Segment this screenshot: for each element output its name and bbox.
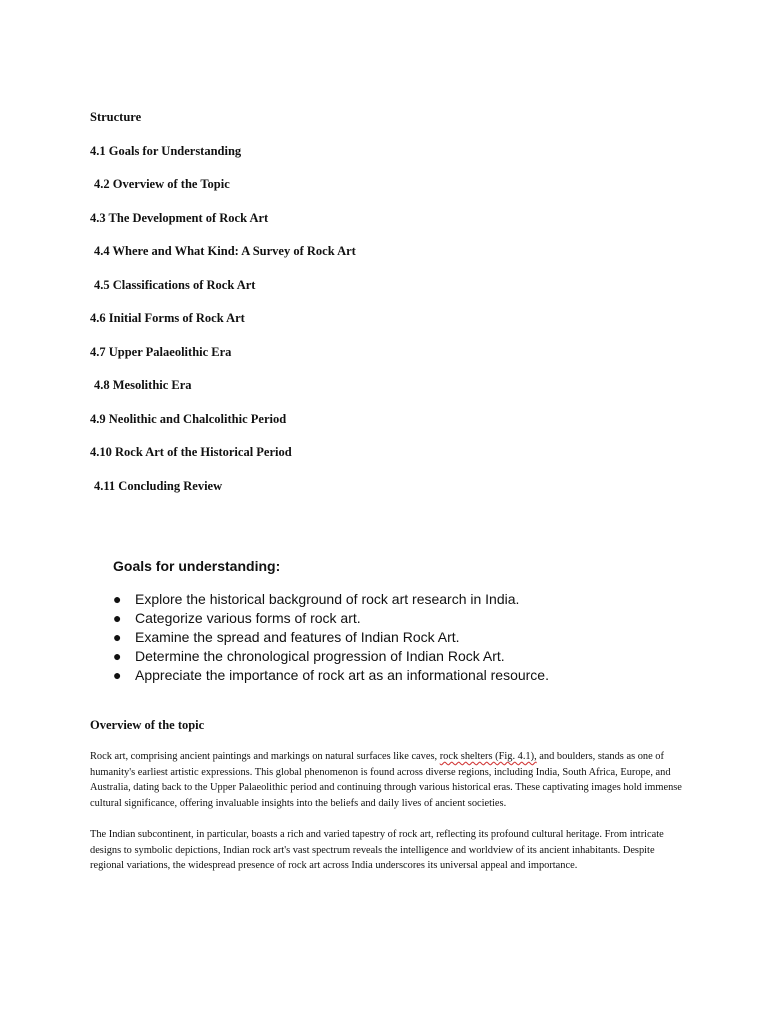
structure-heading: Structure — [90, 110, 142, 124]
overview-paragraph-1-start: Rock art, comprising ancient paintings and markings on natural surfaces like caves, — [90, 751, 440, 762]
goal-text: Appreciate the importance of rock art as an informational resource. — [135, 667, 549, 683]
structure-section — [90, 109, 690, 511]
structure-item-4-6: 4.6 Initial Forms of Rock Art — [90, 311, 245, 325]
list-item — [113, 609, 693, 628]
goal-text: Examine the spread and features of Indian Rock Art. — [135, 629, 460, 645]
goals-list — [113, 590, 693, 685]
overview-paragraph-2: The Indian subcontinent, in particular, boasts a rich and varied tapestry of rock art, reflecting its profound cultural heritage. From intricate designs to symbolic depictions, Indian rock art's vast spectrum reveals the intelligence and worldview of its ancient inhabitants. Despite regional variations, the widespread presence of rock art across India underscores its universal appeal and importance. — [90, 829, 664, 871]
goals-title: Goals for understanding: — [113, 558, 281, 574]
overview-section — [90, 717, 682, 890]
bullet-icon: ● — [113, 591, 122, 607]
goal-text: Determine the chronological progression of Indian Rock Art. — [135, 648, 505, 664]
overview-title: Overview of the topic — [90, 718, 205, 732]
list-item — [113, 590, 693, 609]
structure-item-4-7: 4.7 Upper Palaeolithic Era — [90, 344, 232, 359]
list-item — [113, 628, 693, 647]
list-item — [113, 647, 693, 666]
structure-item-4-8: 4.8 Mesolithic Era — [94, 378, 192, 392]
list-item — [113, 666, 693, 685]
overview-paragraph-1-line1-end: and boulders, stands — [536, 751, 624, 762]
bullet-icon: ● — [113, 610, 122, 626]
spellcheck-underlined-text: rock shelters (Fig. 4.1), — [439, 751, 537, 762]
structure-item-4-9: 4.9 Neolithic and Chalcolithic Period — [90, 411, 287, 426]
bullet-icon: ● — [113, 667, 122, 683]
overview-paragraph-1-rest: as one of humanity's earliest artistic expressions. This global phenomenon is found across diverse regions, including India, South Africa, Europe, and Australia, dating back to the Upper Palaeolithic period and continuing through various historical eras. These captivating images hold immense cultural significance, offering invaluable insights into the beliefs and daily lives of ancient societies. — [90, 751, 682, 809]
structure-item-4-1: 4.1 Goals for Understanding — [90, 143, 242, 158]
overview-paragraph-1 — [90, 749, 682, 811]
structure-item-4-4: 4.4 Where and What Kind: A Survey of Rock Art — [94, 244, 356, 258]
structure-item-4-10: 4.10 Rock Art of the Historical Period — [90, 445, 292, 459]
goals-section — [113, 557, 693, 685]
structure-item-4-2: 4.2 Overview of the Topic — [94, 177, 230, 191]
structure-item-4-5: 4.5 Classifications of Rock Art — [94, 277, 256, 292]
bullet-icon: ● — [113, 648, 122, 664]
goal-text: Explore the historical background of rock art research in India. — [135, 591, 520, 607]
goal-text: Categorize various forms of rock art. — [135, 610, 361, 626]
structure-item-4-3: 4.3 The Development of Rock Art — [90, 210, 269, 225]
bullet-icon: ● — [113, 629, 122, 645]
structure-item-4-11: 4.11 Concluding Review — [94, 478, 223, 493]
